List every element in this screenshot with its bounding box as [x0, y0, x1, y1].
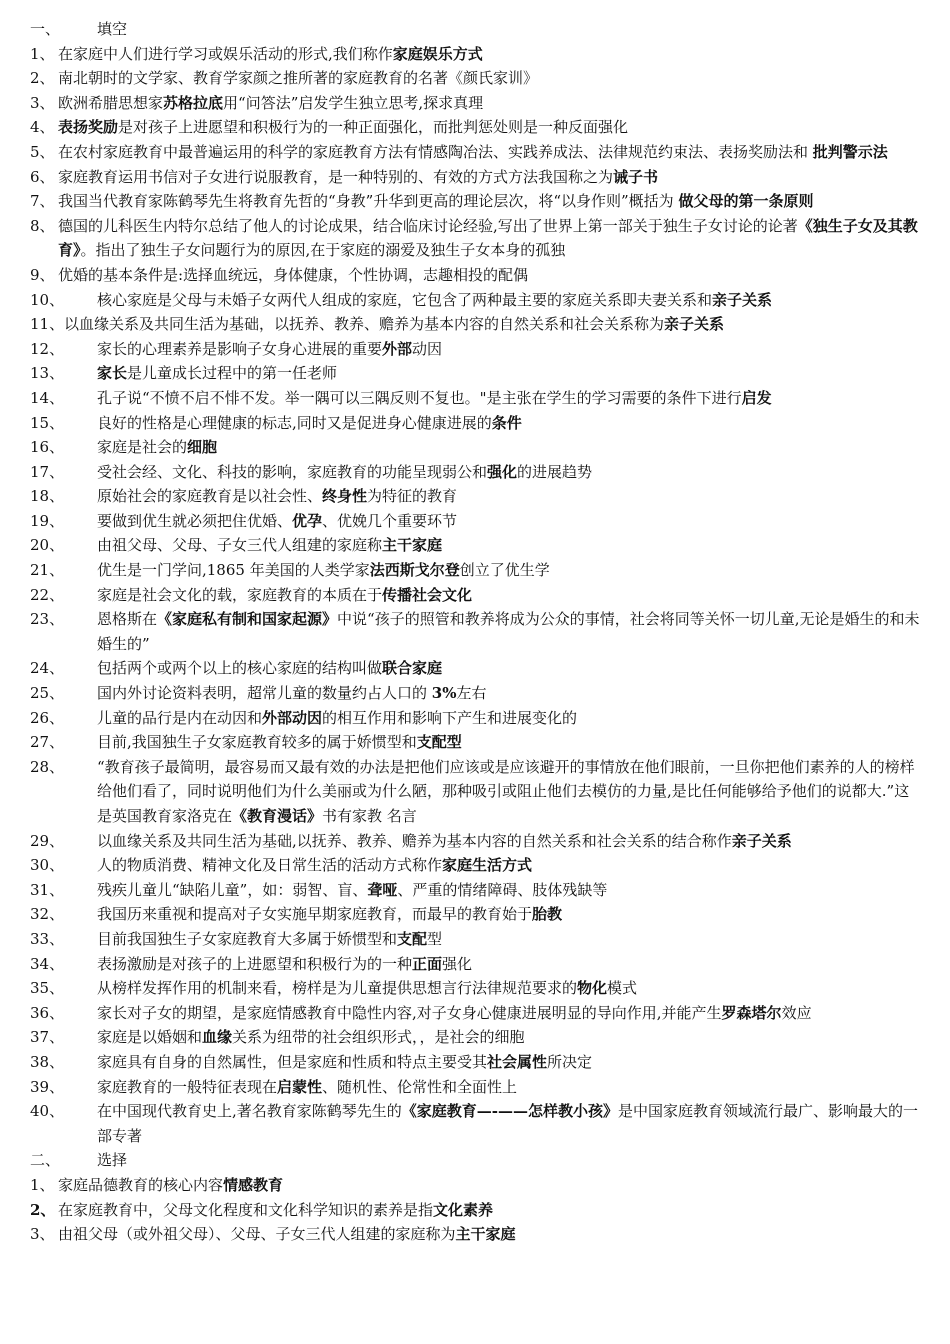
item-text — [97, 361, 920, 386]
item-text — [97, 1075, 920, 1100]
answer-text: 启发 — [741, 388, 772, 407]
item-number: 25、 — [30, 684, 65, 703]
section-title: 填空 — [97, 20, 128, 38]
item-text — [97, 386, 920, 411]
list-item — [30, 1001, 920, 1026]
question-text: 我国当代教育家陈鹤琴先生将教育先哲的“身教”升华到更高的理论层次，将“以身作则”概括为 — [58, 192, 679, 211]
item-number: 7、 — [30, 192, 55, 211]
question-text: 恩格斯在 — [97, 610, 158, 629]
item-text — [97, 558, 920, 583]
item-text — [97, 730, 920, 755]
item-number: 33、 — [30, 929, 65, 948]
question-text: 核心家庭是父母与未婚子女两代人组成的家庭，它包含了两种最主要的家庭关系即夫妻关系和 — [97, 290, 713, 309]
question-text: 是对孩子上进愿望和积极行为的一种正面强化，而批判惩处则是一种反面强化 — [118, 118, 629, 137]
list-item — [30, 755, 920, 829]
item-text — [58, 115, 920, 140]
item-number: 36、 — [30, 1003, 65, 1022]
item-text — [97, 1099, 920, 1148]
answer-text: 文化素养 — [433, 1200, 494, 1219]
question-text: 是儿童成长过程中的第一任老师 — [127, 364, 338, 383]
fill-in-list — [30, 42, 920, 1149]
list-item — [30, 411, 920, 436]
item-number: 18、 — [30, 487, 65, 506]
list-item — [30, 361, 920, 386]
answer-text: 血缘 — [202, 1028, 233, 1047]
question-text: 德国的儿科医生内特尔总结了他人的讨论成果，结合临床讨论经验,写出了世界上第一部关于独生子女讨论的论著 — [58, 216, 798, 235]
item-number: 10、 — [30, 290, 65, 309]
item-text — [58, 1198, 920, 1223]
answer-text: 做父母的第一条原则 — [678, 192, 814, 211]
item-number: 28、 — [30, 757, 65, 776]
list-item — [30, 1173, 920, 1198]
item-number: 14、 — [30, 388, 65, 407]
item-number: 26、 — [30, 708, 65, 727]
question-text: 我国历来重视和提高对子女实施早期家庭教育，而最早的教育始于 — [97, 905, 533, 924]
question-text: 人的物质消费、精神文化及日常生活的活动方式称作 — [97, 856, 443, 875]
question-text: 型 — [427, 929, 443, 948]
section-title: 选择 — [97, 1151, 128, 1170]
item-text — [58, 1173, 920, 1198]
question-text: 南北朝时的文学家、教育学家颜之推所著的家庭教育的名著《颜氏家训》 — [58, 69, 539, 88]
item-number: 20、 — [30, 536, 65, 555]
list-item — [30, 165, 920, 190]
list-item — [30, 189, 920, 214]
item-number: 35、 — [30, 979, 65, 998]
item-text — [97, 484, 920, 509]
answer-text: 亲子关系 — [712, 290, 773, 309]
question-text: 目前我国独生子女家庭教育大多属于娇惯型和 — [97, 929, 398, 948]
item-text — [97, 509, 920, 534]
question-text: 家长的心理素养是影响子女身心进展的重要 — [97, 339, 383, 358]
question-text: 关系为纽带的社会组织形式，，是社会的细胞 — [232, 1028, 525, 1047]
question-text: 家庭是社会文化的载，家庭教育的本质在于 — [97, 585, 383, 604]
answer-text: 物化 — [577, 979, 608, 998]
item-number: 31、 — [30, 880, 65, 899]
question-text: 家庭是社会的 — [97, 438, 188, 457]
item-text — [58, 66, 920, 91]
item-text — [97, 853, 920, 878]
list-item — [30, 1099, 920, 1148]
list-item — [30, 558, 920, 583]
item-number: 30、 — [30, 856, 65, 875]
question-text: 从榜样发挥作用的机制来看，榜样是为儿童提供思想言行法律规范要求的 — [97, 979, 578, 998]
list-item — [30, 1025, 920, 1050]
item-text — [97, 607, 920, 656]
question-text: 用“问答法”启发学生独立思考,探求真理 — [223, 93, 484, 112]
question-text: 在家庭中人们进行学习或娱乐活动的形式,我们称作 — [58, 44, 393, 63]
answer-text: 主干家庭 — [455, 1225, 516, 1244]
item-number: 5、 — [30, 142, 55, 161]
question-text: 在家庭教育中，父母文化程度和文化科学知识的素养是指 — [58, 1200, 434, 1219]
item-number: 40、 — [30, 1102, 65, 1121]
item-text — [97, 927, 920, 952]
item-number: 17、 — [30, 462, 65, 481]
answer-text: 社会属性 — [487, 1052, 548, 1071]
question-text: 受社会经、文化、科技的影响，家庭教育的功能呈现弱公和 — [97, 462, 488, 481]
question-text: 儿童的品行是内在动因和 — [97, 708, 263, 727]
item-text — [58, 165, 920, 190]
question-text: 家长对子女的期望，是家庭情感教育中隐性内容,对子女身心健康进展明显的导向作用,并能产生 — [97, 1003, 722, 1022]
section-heading-choice — [30, 1148, 920, 1173]
question-text: 模式 — [607, 979, 638, 998]
item-number: 9、 — [30, 265, 55, 284]
list-item — [30, 312, 920, 337]
item-number: 8、 — [30, 216, 55, 235]
item-number: 27、 — [30, 733, 65, 752]
list-item — [30, 115, 920, 140]
item-text — [97, 288, 920, 313]
item-text — [97, 1001, 920, 1026]
item-text — [97, 460, 920, 485]
item-number: 13、 — [30, 364, 65, 383]
answer-text: 家庭生活方式 — [442, 856, 533, 875]
question-text: 家庭教育运用书信对子女进行说服教育，是一种特别的、有效的方式方法我国称之为 — [58, 167, 614, 186]
item-number: 39、 — [30, 1077, 65, 1096]
item-text — [97, 435, 920, 460]
list-item — [30, 853, 920, 878]
item-text — [64, 312, 920, 337]
question-text: 良好的性格是心理健康的标志,同时又是促进身心健康进展的 — [97, 413, 492, 432]
list-item — [30, 656, 920, 681]
item-text — [97, 411, 920, 436]
answer-text: 启蒙性 — [277, 1077, 323, 1096]
answer-text: 终身性 — [322, 487, 368, 506]
answer-text: 主干家庭 — [382, 536, 443, 555]
question-text: 在中国现代教育史上,著名教育家陈鹤琴先生的 — [97, 1102, 402, 1121]
list-item — [30, 386, 920, 411]
answer-text: 《独生子女及其教育》 — [58, 216, 918, 260]
item-text — [58, 140, 920, 165]
question-text: 是中国家庭教育领域流行最广、影响最大的一部专著 — [97, 1102, 919, 1145]
list-item — [30, 460, 920, 485]
answer-text: 支配 — [397, 929, 428, 948]
list-item — [30, 829, 920, 854]
item-number: 1、 — [30, 1175, 55, 1194]
list-item — [30, 976, 920, 1001]
question-text: 所决定 — [547, 1052, 593, 1071]
answer-text: 强化 — [487, 462, 518, 481]
question-text: 国内外讨论资料表明，超常儿童的数量约占人口的 — [97, 684, 432, 703]
question-text: 家庭具有自身的自然属性，但是家庭和性质和特点主要受其 — [97, 1052, 488, 1071]
answer-text: 传播社会文化 — [382, 585, 473, 604]
answer-text: 诫子书 — [613, 167, 659, 186]
question-text: 家庭品德教育的核心内容 — [58, 1175, 224, 1194]
answer-text: 胎教 — [532, 905, 563, 924]
answer-text: 细胞 — [187, 438, 218, 457]
question-text: 以血缘关系及共同生活为基础，以抚养、教养、赡养为基本内容的自然关系和社会关系称为 — [64, 315, 665, 334]
answer-text: 亲子关系 — [731, 831, 792, 850]
item-number: 37、 — [30, 1028, 65, 1047]
list-item — [30, 1075, 920, 1100]
question-text: 优婚的基本条件是:选择血统远，身体健康，个性协调，志趣相投的配偶 — [58, 265, 529, 284]
question-text: 目前,我国独生子女家庭教育较多的属于娇惯型和 — [97, 733, 417, 752]
item-number: 2、 — [30, 1200, 56, 1219]
list-item — [30, 509, 920, 534]
list-item — [30, 435, 920, 460]
answer-text: 罗森塔尔 — [721, 1003, 782, 1022]
list-item — [30, 288, 920, 313]
item-text — [58, 42, 920, 67]
item-number: 19、 — [30, 511, 65, 530]
answer-text: 法西斯戈尔登 — [369, 561, 460, 580]
list-item — [30, 263, 920, 288]
list-item — [30, 730, 920, 755]
choice-list — [30, 1173, 920, 1247]
question-text: 残疾儿童儿“缺陷儿童”，如：弱智、盲、 — [97, 880, 368, 899]
question-text: 中说“孩子的照管和教养将成为公众的事情，社会将同等关怀一切儿童,无论是婚生的和未婚生的” — [97, 610, 920, 653]
list-item — [30, 42, 920, 67]
item-text — [97, 1025, 920, 1050]
list-item — [30, 533, 920, 558]
question-text: 由祖父母、父母、子女三代人组建的家庭称 — [97, 536, 383, 555]
question-text: 由祖父母（或外祖父母）、父母、子女三代人组建的家庭称为 — [58, 1225, 456, 1244]
answer-text: 家长 — [97, 364, 128, 383]
item-number: 24、 — [30, 659, 65, 678]
list-item — [30, 214, 920, 263]
item-text — [97, 337, 920, 362]
question-text: 以血缘关系及共同生活为基础,以抚养、教养、赡养为基本内容的自然关系和社会关系的结合称作 — [97, 831, 732, 850]
section-number: 一、 — [30, 20, 61, 38]
item-number: 34、 — [30, 954, 65, 973]
question-text: 要做到优生就必须把住优婚、 — [97, 511, 293, 530]
item-number: 21、 — [30, 561, 65, 580]
item-text — [58, 91, 920, 116]
list-item — [30, 902, 920, 927]
item-number: 15、 — [30, 413, 65, 432]
item-text — [97, 656, 920, 681]
question-text: 孔子说“不愤不启不悱不发。举一隅可以三隅反则不复也。"是主张在学生的学习需要的条件下进行 — [97, 388, 742, 407]
item-number: 38、 — [30, 1052, 65, 1071]
item-text — [97, 533, 920, 558]
item-text — [97, 706, 920, 731]
answer-text: 亲子关系 — [664, 315, 725, 334]
item-text — [97, 755, 920, 829]
item-number: 22、 — [30, 585, 65, 604]
item-number: 1、 — [30, 44, 55, 63]
question-text: 的相互作用和影响下产生和进展变化的 — [322, 708, 578, 727]
answer-text: 外部 — [382, 339, 413, 358]
item-text — [97, 952, 920, 977]
answer-text: 苏格拉底 — [163, 93, 224, 112]
item-text — [58, 214, 920, 263]
answer-text: 联合家庭 — [382, 659, 443, 678]
list-item — [30, 1222, 920, 1247]
question-text: 动因 — [412, 339, 443, 358]
answer-text: 情感教育 — [223, 1175, 284, 1194]
item-number: 6、 — [30, 167, 55, 186]
answer-text: 条件 — [491, 413, 522, 432]
list-item — [30, 878, 920, 903]
item-number: 23、 — [30, 610, 65, 629]
question-text: 左右 — [456, 684, 487, 703]
question-text: 的进展趋势 — [517, 462, 593, 481]
item-text — [97, 583, 920, 608]
item-text — [97, 878, 920, 903]
item-number: 3、 — [30, 93, 55, 112]
item-number: 29、 — [30, 831, 65, 850]
item-number: 12、 — [30, 339, 65, 358]
item-text — [97, 1050, 920, 1075]
answer-text: 批判警示法 — [812, 142, 888, 161]
item-number: 32、 — [30, 905, 65, 924]
list-item — [30, 140, 920, 165]
item-number: 2、 — [30, 69, 55, 88]
question-text: “教育孩子最简明，最容易而又最有效的办法是把他们应该或是应该避开的事情放在他们眼前，一旦你把他们素养的人的榜样给他们看了，同时说明他们为什么美丽或为什么陋，那种吸引或阻止他们去模仿的力量,是比任何能够给予他们的说都大.”这是英国教育家洛克在 — [97, 757, 915, 825]
question-text: 优生是一门学问,1865 年美国的人类学家 — [97, 561, 370, 580]
answer-text: 《教育漫话》 — [232, 807, 323, 825]
question-text: 书有家教 名言 — [322, 807, 417, 825]
question-text: 家庭是以婚姻和 — [97, 1028, 203, 1047]
list-item — [30, 927, 920, 952]
question-text: 原始社会的家庭教育是以社会性、 — [97, 487, 323, 506]
answer-text: 优孕 — [292, 511, 323, 530]
item-text — [97, 681, 920, 706]
answer-text: 支配型 — [416, 733, 462, 752]
item-text — [97, 976, 920, 1001]
question-text: 强化 — [442, 954, 473, 973]
question-text: 效应 — [781, 1003, 812, 1022]
question-text: 创立了优生学 — [459, 561, 550, 580]
item-text — [58, 189, 920, 214]
answer-text: 《家庭私有制和国家起源》 — [157, 610, 338, 629]
list-item — [30, 66, 920, 91]
question-text: 。指出了独生子女问题行为的原因,在于家庭的溺爱及独生子女本身的孤独 — [80, 241, 566, 260]
answer-text: 《家庭教育—-——怎样教小孩》 — [401, 1102, 619, 1121]
answer-text: 外部动因 — [262, 708, 323, 727]
item-number: 3、 — [30, 1225, 55, 1244]
list-item — [30, 91, 920, 116]
list-item — [30, 952, 920, 977]
list-item — [30, 706, 920, 731]
item-text — [97, 829, 920, 854]
answer-text: 正面 — [412, 954, 443, 973]
question-text: 为特征的教育 — [367, 487, 458, 506]
question-text: 在农村家庭教育中最普遍运用的科学的家庭教育方法有情感陶冶法、实践养成法、法律规范约束法、表扬奖励法和 — [58, 142, 813, 161]
list-item — [30, 337, 920, 362]
question-text: 包括两个或两个以上的核心家庭的结构叫做 — [97, 659, 383, 678]
list-item — [30, 583, 920, 608]
answer-text: 表扬奖励 — [58, 118, 119, 137]
section-number: 二、 — [30, 1151, 61, 1170]
list-item — [30, 607, 920, 656]
list-item — [30, 681, 920, 706]
list-item — [30, 1198, 920, 1223]
question-text: 、随机性、伦常性和全面性上 — [322, 1077, 518, 1096]
question-text: 、严重的情绪障碍、肢体残缺等 — [397, 880, 608, 899]
item-text — [58, 263, 920, 288]
item-text — [58, 1222, 920, 1247]
answer-text: 聋哑 — [367, 880, 398, 899]
question-text: 家庭教育的一般特征表现在 — [97, 1077, 278, 1096]
question-text: 、优娩几个重要环节 — [322, 511, 458, 530]
item-number: 11、 — [30, 315, 65, 334]
list-item — [30, 484, 920, 509]
question-text: 欧洲希腊思想家 — [58, 93, 164, 112]
list-item — [30, 1050, 920, 1075]
item-text — [97, 902, 920, 927]
answer-text: 3% — [431, 684, 457, 703]
item-number: 16、 — [30, 438, 65, 457]
question-text: 表扬激励是对孩子的上进愿望和积极行为的一种 — [97, 954, 413, 973]
section-heading-fill-in — [30, 17, 920, 42]
item-number: 4、 — [30, 118, 55, 137]
answer-text: 家庭娱乐方式 — [392, 44, 483, 63]
